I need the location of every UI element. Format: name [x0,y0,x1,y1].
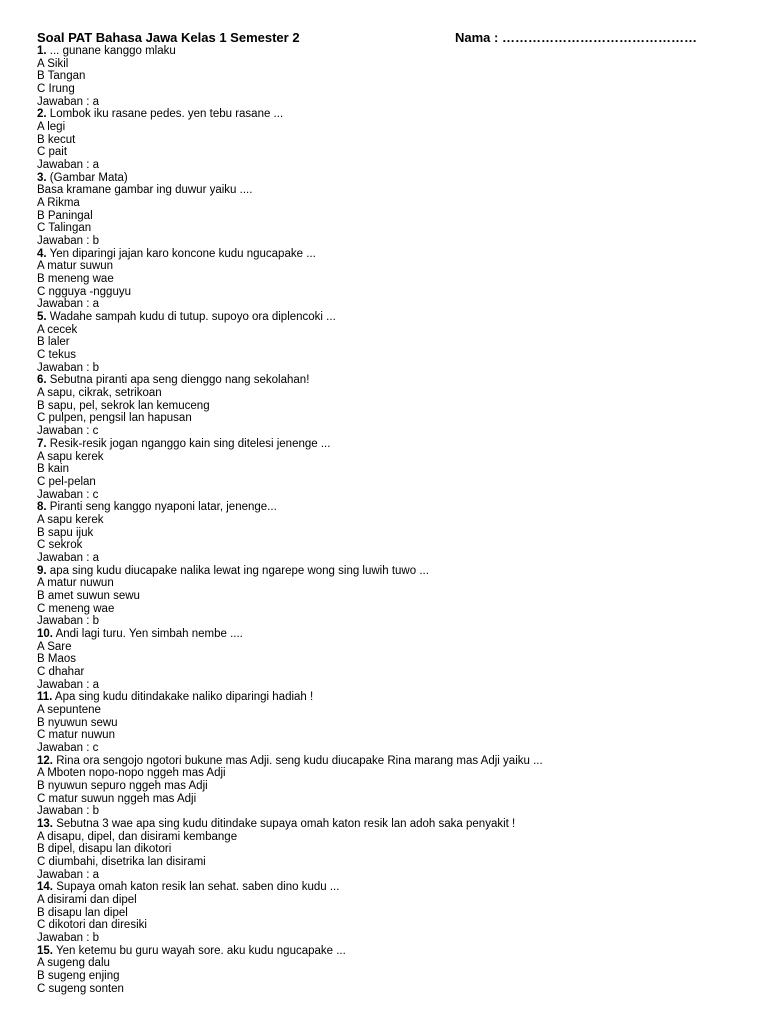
answer-option: C sugeng sonten [37,982,124,995]
question-number: 15. [37,944,53,957]
question-text: Sebutna 3 wae apa sing kudu ditindake supaya omah katon resik lan adoh saka penyakit ! [56,817,516,830]
answer-option: B dipel, disapu lan dikotori [37,843,172,856]
answer-option: C dikotori dan diresiki [37,919,147,932]
question-number: 14. [37,881,53,894]
question-text: Wadahe sampah kudu di tutup. supoyo ora diplencoki ... [49,311,336,324]
answer-key: Jawaban : a [37,95,100,108]
answer-option: C matur suwun nggeh mas Adji [37,792,197,805]
answer-option: B laler [37,336,70,349]
question-item [37,881,728,944]
answer-option: C pulpen, pengsil lan hapusan [37,412,192,425]
question-text: Apa sing kudu ditindakake naliko diparingi hadiah ! [54,691,314,704]
question-number: 10. [37,627,53,640]
answer-key: Jawaban : b [37,361,100,374]
question-line [37,945,728,958]
question-text: Supaya omah katon resik lan sehat. saben dino kudu ... [56,881,340,894]
question-item [37,108,728,171]
answer-option: B nyuwun sewu [37,716,118,729]
answer-option: B kecut [37,133,76,146]
question-line [37,248,728,261]
answer-option: A disapu, dipel, dan disirami kembange [37,830,238,843]
question-line [37,311,728,324]
question-number: 9. [37,564,47,577]
answer-option: A sapu, cikrak, setrikoan [37,387,162,400]
answer-key: Jawaban : a [37,868,100,881]
answer-option: A sepuntene [37,703,101,716]
question-item [37,755,728,818]
answer-option: A matur nuwun [37,577,114,590]
question-text: Resik-resik jogan nganggo kain sing ditelesi jenenge ... [49,437,331,450]
answer-option: A disirami dan dipel [37,894,137,907]
question-number: 2. [37,108,47,121]
question-line [37,172,728,185]
question-text: Lombok iku rasane pedes. yen tebu rasane ... [49,108,284,121]
answer-option: B disapu lan dipel [37,906,128,919]
answer-option: B amet suwun sewu [37,589,140,602]
answer-option: A Mboten nopo-nopo nggeh mas Adji [37,767,226,780]
question-line [37,374,728,387]
answer-key: Jawaban : b [37,235,100,248]
question-number: 8. [37,501,47,514]
answer-option: C meneng wae [37,602,115,615]
question-item [37,501,728,564]
question-text: Piranti seng kanggo nyaponi latar, jenenge... [49,501,277,514]
answer-key: Jawaban : a [37,298,100,311]
answer-option: C tekus [37,349,76,362]
document-header [37,30,728,45]
answer-key: Jawaban : c [37,425,99,438]
question-text: Yen ketemu bu guru wayah sore. aku kudu ngucapake ... [56,944,346,957]
answer-key: Jawaban : c [37,741,99,754]
question-line [37,565,728,578]
question-number: 5. [37,311,47,324]
answer-option: A cecek [37,323,78,336]
answer-key: Jawaban : b [37,805,100,818]
answer-option: B Tangan [37,70,86,83]
answer-option: A Sikil [37,57,69,70]
answer-option: B sugeng enjing [37,970,120,983]
answer-option: B nyuwun sepuro nggeh mas Adji [37,779,208,792]
answer-option: C sekrok [37,539,83,552]
question-line [37,501,728,514]
name-label: Nama : [455,30,499,45]
answer-option: A legi [37,121,66,134]
answer-option: C matur nuwun [37,729,115,742]
answer-option: C Talingan [37,222,92,235]
answer-key: Jawaban : a [37,159,100,172]
answer-option: B sapu ijuk [37,526,94,539]
answer-option: A Sare [37,640,72,653]
question-item [37,438,728,501]
name-field [455,30,697,45]
answer-option: A Rikma [37,197,80,210]
answer-option: A sapu kerek [37,513,104,526]
answer-option: B Maos [37,653,76,666]
question-number: 12. [37,754,53,767]
answer-option: B Paningal [37,209,93,222]
question-item [37,172,728,248]
question-line [37,755,728,768]
question-number: 13. [37,817,53,830]
question-number: 4. [37,247,47,260]
question-text: Sebutna piranti apa seng dienggo nang sekolahan! [49,374,310,387]
question-text: Rina ora sengojo ngotori bukune mas Adji. seng kudu diucapake Rina marang mas Adji yaiku ... [56,754,543,767]
question-number: 3. [37,171,47,184]
question-list [37,45,728,995]
answer-option: C diumbahi, disetrika lan disirami [37,856,206,868]
answer-key: Jawaban : b [37,932,100,945]
question-line [37,45,728,58]
question-text: apa sing kudu diucapake nalika lewat ing ngarepe wong sing luwih tuwo ... [49,564,429,577]
question-item [37,691,728,754]
question-line [37,691,728,704]
answer-option: C dhahar [37,665,85,678]
question-number: 1. [37,45,47,57]
answer-option: B sapu, pel, sekrok lan kemuceng [37,399,210,412]
question-number: 6. [37,374,47,387]
question-item [37,248,728,311]
question-extra-text: Basa kramane gambar ing duwur yaiku .... [37,184,253,197]
answer-option: B kain [37,463,69,476]
answer-option: C Irung [37,83,75,96]
answer-option: C pel-pelan [37,475,96,488]
answer-option: A sugeng dalu [37,957,110,970]
question-item [37,818,728,881]
question-number: 11. [37,691,53,704]
answer-option: A matur suwun [37,260,114,273]
answer-option: C pait [37,146,68,159]
answer-key: Jawaban : a [37,551,100,564]
question-text: (Gambar Mata) [49,171,128,184]
question-text: Andi lagi turu. Yen simbah nembe .... [55,627,243,640]
answer-key: Jawaban : c [37,488,99,501]
question-line [37,108,728,121]
name-blank-dots: ……………………………………… [501,30,697,45]
question-line [37,438,728,451]
answer-option: C ngguya -ngguyu [37,285,131,298]
question-number: 7. [37,437,47,450]
question-item [37,628,728,691]
answer-key: Jawaban : a [37,678,100,691]
document-title: Soal PAT Bahasa Jawa Kelas 1 Semester 2 [37,30,300,45]
question-item [37,311,728,374]
question-line [37,818,728,831]
question-item [37,565,728,628]
answer-option: B meneng wae [37,273,114,286]
question-text: Yen diparingi jajan karo koncone kudu ngucapake ... [49,247,316,260]
question-line [37,881,728,894]
answer-option: A sapu kerek [37,450,104,463]
question-item [37,945,728,996]
question-line [37,628,728,641]
question-item [37,45,728,108]
answer-key: Jawaban : b [37,615,100,628]
question-text: ... gunane kanggo mlaku [49,45,176,57]
question-item [37,374,728,437]
